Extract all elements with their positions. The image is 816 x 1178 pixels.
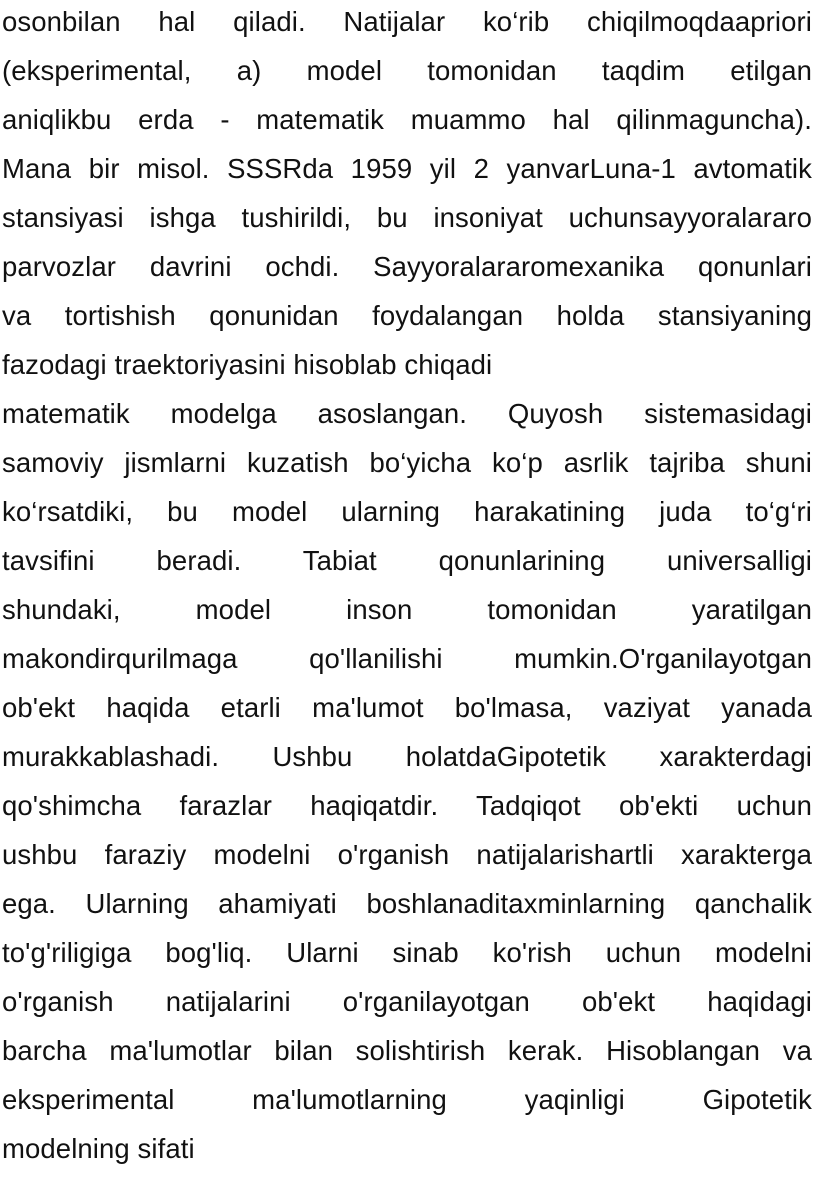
text-line: qo'shimcha farazlar haqiqatdir. Tadqiqot ob'ekti uchun	[2, 790, 812, 821]
text-line: stansiyasi ishga tushirildi, bu insoniyat uchunsayyoralararo	[2, 202, 812, 233]
text-line: barcha ma'lumotlar bilan solishtirish kerak. Hisoblangan va	[2, 1035, 812, 1066]
text-line: o'rganish natijalarini o'rganilayotgan ob'ekt haqidagi	[2, 986, 812, 1017]
text-line: tavsifini beradi. Tabiat qonunlarining universalligi	[2, 545, 812, 576]
text-line: samoviy jismlarni kuzatish bo‘yicha ko‘p asrlik tajriba shuni	[2, 447, 812, 478]
text-line: ko‘rsatdiki, bu model ularning harakatining juda to‘g‘ri	[2, 496, 812, 527]
text-line: ushbu faraziy modelni o'rganish natijalarishartli xarakterga	[2, 839, 812, 870]
text-line: to'g'riligiga bog'liq. Ularni sinab ko'rish uchun modelni	[2, 937, 812, 968]
text-line: ob'ekt haqida etarli ma'lumot bo'lmasa, vaziyat yanada	[2, 692, 812, 723]
text-line: fazodagi traektoriyasini hisoblab chiqadi	[2, 349, 493, 380]
text-line: ega. Ularning ahamiyati boshlanaditaxminlarning qanchalik	[2, 888, 812, 919]
text-line: parvozlar davrini ochdi. Sayyoralararomexanika qonunlari	[2, 251, 812, 282]
text-line: aniqlikbu erda - matematik muammo hal qilinmaguncha).	[2, 104, 812, 135]
text-line: shundaki, model inson tomonidan yaratilgan	[2, 594, 812, 625]
text-line: modelning sifati	[2, 1133, 195, 1164]
text-line: murakkablashadi. Ushbu holatdaGipotetik xarakterdagi	[2, 741, 812, 772]
text-line: matematik modelga asoslangan. Quyosh sistemasidagi	[2, 398, 812, 429]
text-line: va tortishish qonunidan foydalangan holda stansiyaning	[2, 300, 812, 331]
text-line: eksperimental ma'lumotlarning yaqinligi Gipotetik	[2, 1084, 812, 1115]
text-line: (eksperimental, a) model tomonidan taqdim etilgan	[2, 55, 812, 86]
text-line: Mana bir misol. SSSRda 1959 yil 2 yanvarLuna-1 avtomatik	[2, 153, 812, 184]
text-line: makondirqurilmaga qo'llanilishi mumkin.O'rganilayotgan	[2, 643, 812, 674]
text-line: osonbilan hal qiladi. Natijalar ko‘rib chiqilmoqdaapriori	[2, 6, 812, 37]
